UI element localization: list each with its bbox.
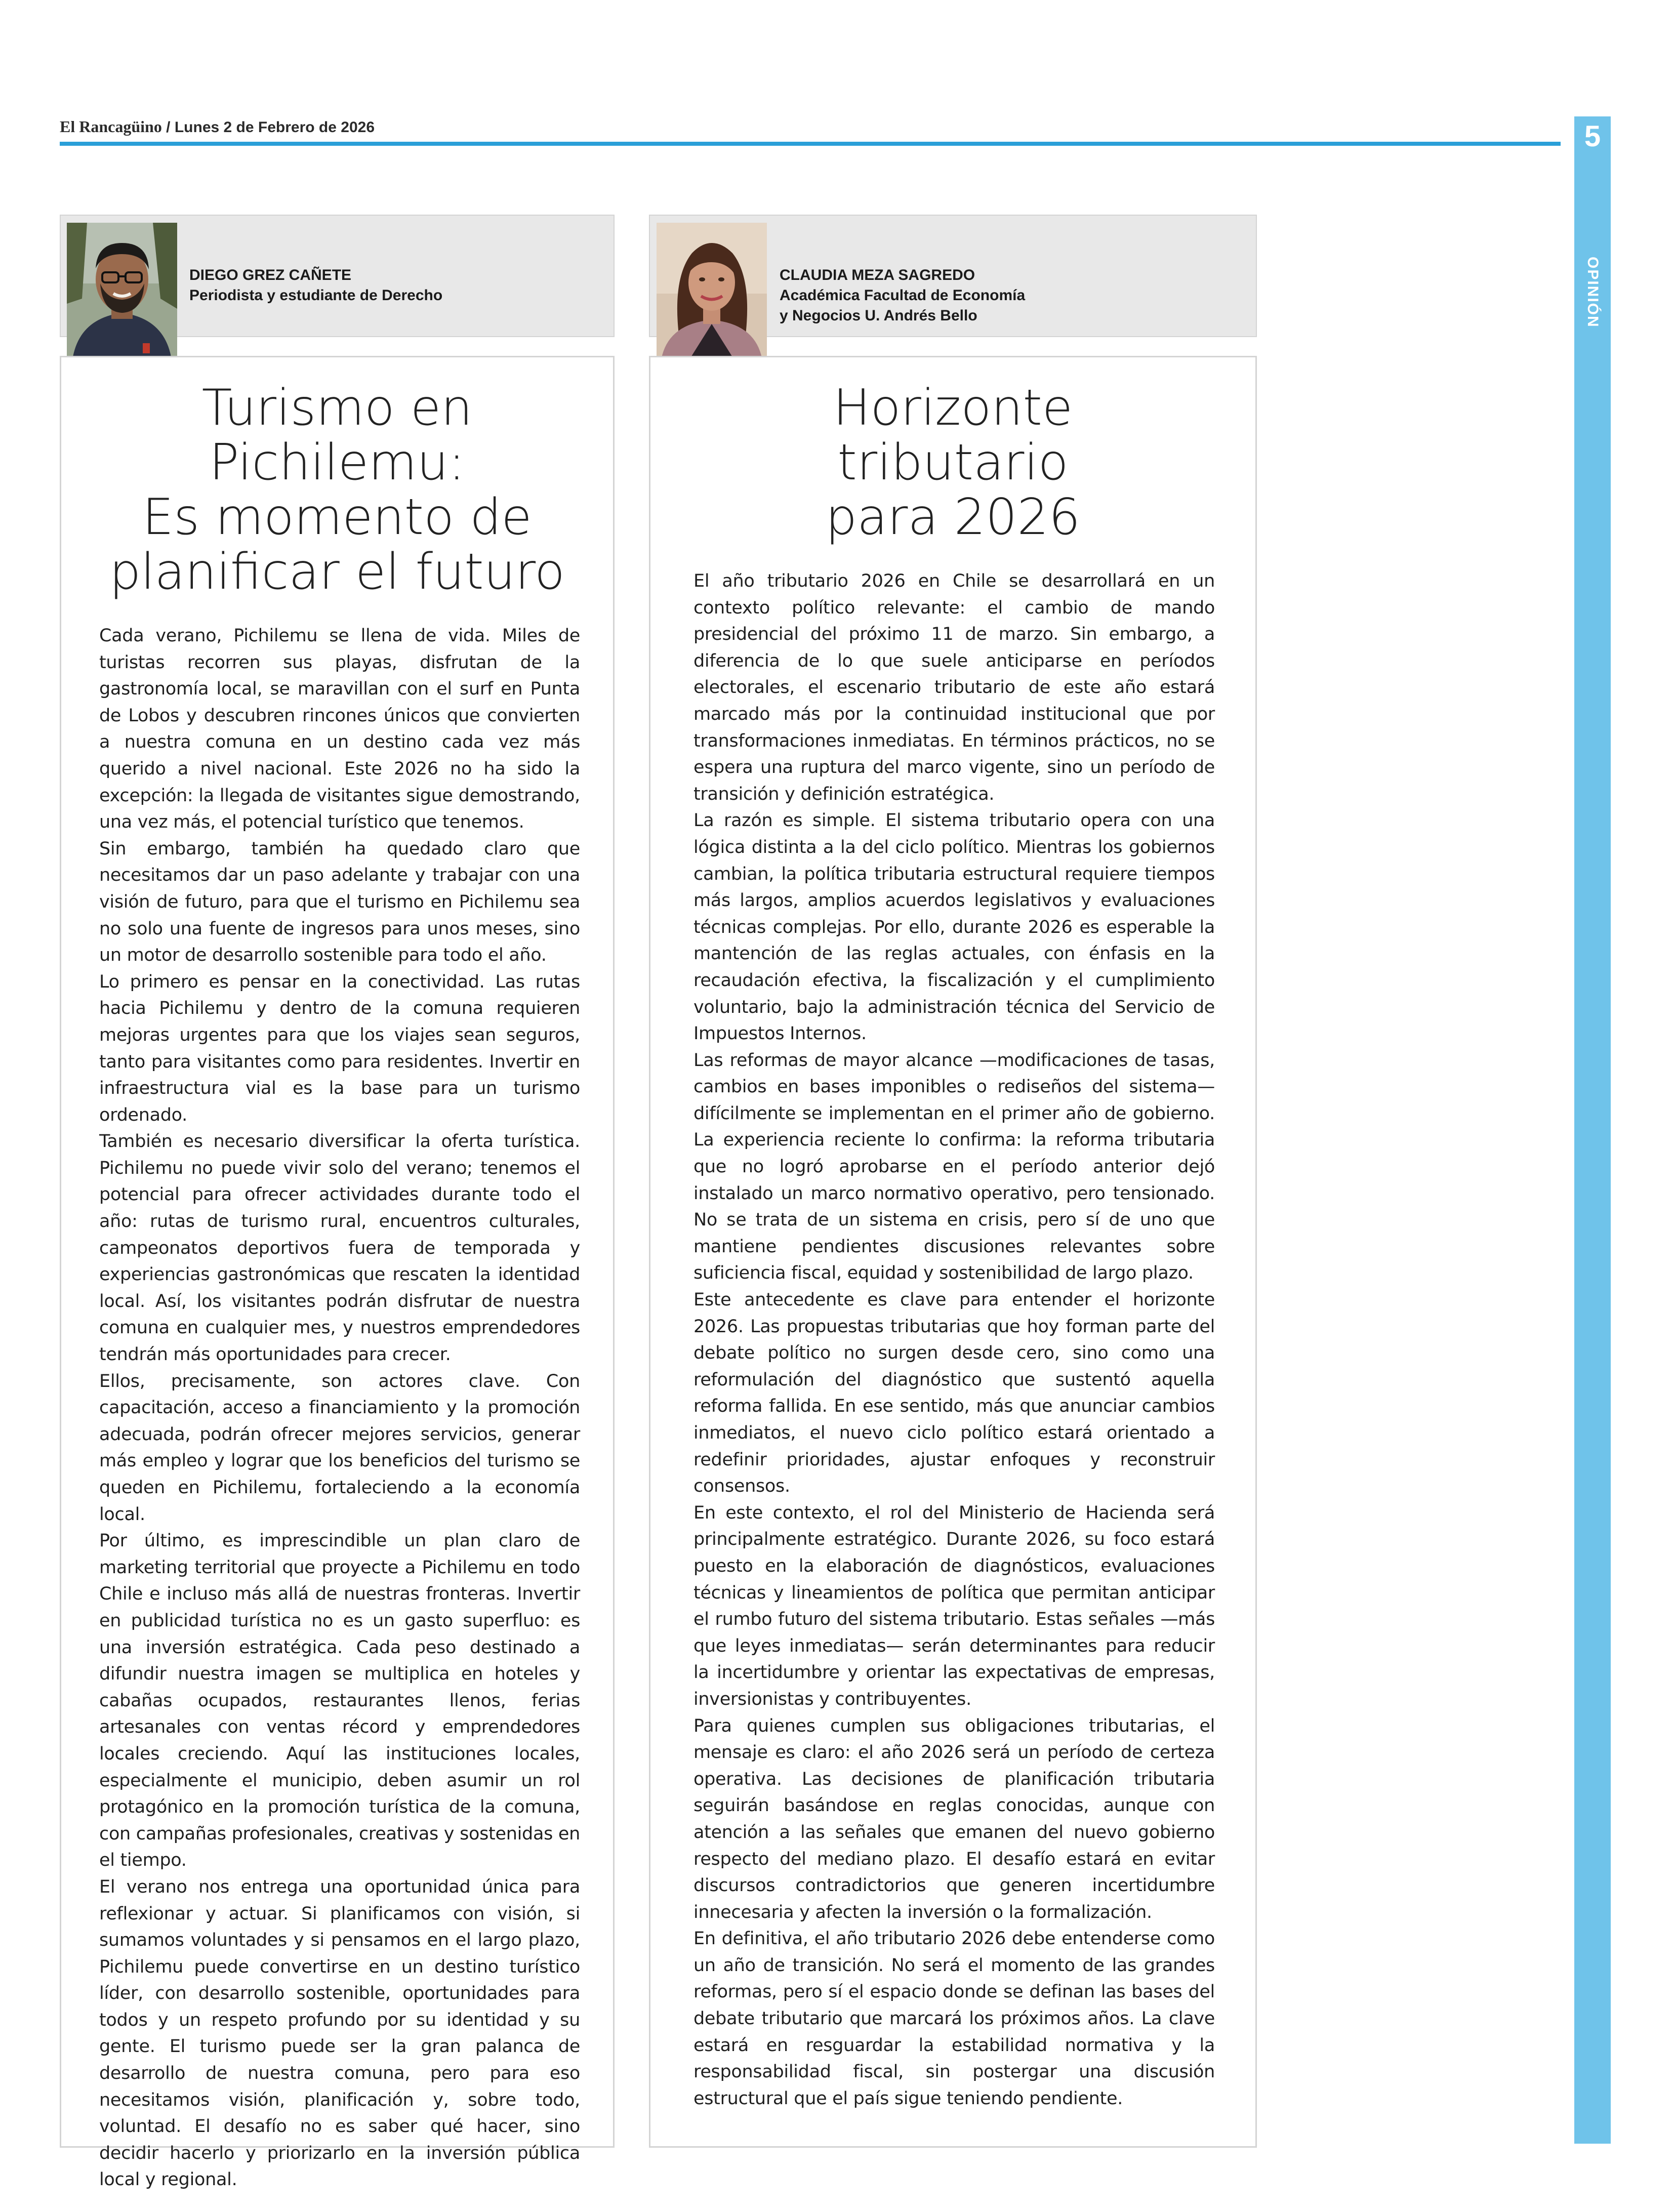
title-line: Es momento de — [142, 488, 532, 546]
title-line: Pichilemu: — [209, 434, 465, 491]
paragraph: Cada verano, Pichilemu se llena de vida. Miles de turistas recorren sus playas, disfrutan de la gastronomía local, se maravillan con el surf en Punta de Lobos y descubren rincones únicos que convierten a nuestra comuna en un destino cada vez más querido a nivel nacional. Este 2026 no ha sido la excepción: la llegada de visitantes sigue demostrando, una vez más, el potencial turístico que tenemos. — [99, 626, 580, 833]
article-title — [60, 381, 615, 599]
paragraph: Este antecedente es clave para entender el horizonte 2026. Las propuestas tributarias que hoy forman parte del debate político no surgen desde cero, sino como una reformulación del diagnóstico que sustentó aquella reforma fallida. En ese sentido, más que anunciar cambios inmediatos, el nuevo ciclo político estará orientado a redefinir prioridades, ajustar enfoques y reconstruir consensos. — [693, 1290, 1215, 1497]
paragraph: El verano nos entrega una oportunidad única para reflexionar y actuar. Si planificamos con visión, si sumamos voluntades y si pensamos en el largo plazo, Pichilemu puede convertirse en un destino turístico líder, con desarrollo sostenible, oportunidades para todos y un respeto profundo por su identidad y su gente. El turismo puede ser la gran palanca de desarrollo de nuestra comuna, pero para eso necesitamos visión, planificación y, sobre todo, voluntad. El desafío no es saber qué hacer, sino decidir hacerlo y priorizarlo en la inversión pública local y regional. — [99, 1876, 580, 2190]
paragraph: Lo primero es pensar en la conectividad. Las rutas hacia Pichilemu y dentro de la comuna requieren mejoras urgentes para que los viajes sean seguros, tanto para visitantes como para residentes. Invertir en infraestructura vial es la base para un turismo ordenado. — [99, 971, 580, 1125]
paragraph: En definitiva, el año tributario 2026 debe entenderse como un año de transición. No será el momento de las grandes reformas, pero sí el espacio donde se definan las bases del debate tributario que marcará los próximos años. La clave estará en resguardar la estabilidad normativa y la responsabilidad fiscal, sin postergar una discusión estructural que el país sigue teniendo pendiente. — [693, 1929, 1215, 2109]
page-header — [60, 117, 375, 136]
author-role: Periodista y estudiante de Derecho — [189, 287, 443, 304]
paragraph: El año tributario 2026 en Chile se desarrollará en un contexto político relevante: el cambio de mando presidencial del próximo 11 de marzo. Sin embargo, a diferencia de lo que suele anticiparse en períodos electorales, el escenario tributario de este año estará marcado más por la continuidad institucional que por transformaciones inmediatas. En términos prácticos, no se espera una ruptura del marco vigente, sino un período de transición y definición estratégica. — [693, 571, 1215, 804]
publication-date: Lunes 2 de Febrero de 2026 — [174, 119, 375, 136]
paragraph: También es necesario diversificar la oferta turística. Pichilemu no puede vivir solo del verano; tenemos el potencial para ofrecer actividades durante todo el año: rutas de turismo rural, encuentros culturales, campeonatos deportivos fuera de temporada y experiencias gastronómicas que rescaten la identidad local. Así, los visitantes podrán disfrutar de nuestra comuna en cualquier mes, y nuestros emprendedores tendrán más oportunidades para crecer. — [99, 1131, 580, 1365]
page-number: 5 — [1584, 120, 1601, 153]
article-body — [693, 568, 1215, 2112]
author-photo-woman-icon — [657, 223, 767, 363]
author-name: CLAUDIA MEZA SAGREDO — [780, 267, 975, 283]
author-name: DIEGO GREZ CAÑETE — [189, 267, 352, 283]
section-label — [1572, 257, 1613, 290]
publication-name: El Rancagüino — [60, 117, 162, 136]
author-role-line-1: Académica Facultad de Economía — [780, 287, 1026, 304]
section-sidebar — [1574, 116, 1611, 2144]
article-body — [99, 623, 580, 2193]
title-line: planificar el futuro — [109, 543, 565, 601]
paragraph: Por último, es imprescindible un plan claro de marketing territorial que proyecte a Pichilemu en todo Chile e incluso más allá de nuestras fronteras. Invertir en publicidad turística no es un gasto superfluo: es una inversión estratégica. Cada peso destinado a difundir nuestra imagen se multiplica en hoteles y cabañas ocupados, restaurantes llenos, ferias artesanales con ventas récord y emprendedores locales creciendo. Aquí las instituciones locales, especialmente el municipio, deben asumir un rol protagónico en la promoción turística de la comuna, con campañas profesionales, creativas y sostenidas en el tiempo. — [99, 1531, 580, 1871]
paragraph: Sin embargo, también ha quedado claro que necesitamos dar un paso adelante y trabajar con una visión de futuro, para que el turismo en Pichilemu sea no solo una fuente de ingresos para unos meses, sino un motor de desarrollo sostenible para todo el año. — [99, 838, 580, 966]
paragraph: Ellos, precisamente, son actores clave. Con capacitación, acceso a financiamiento y la promoción adecuada, podrán ofrecer mejores servicios, generar más empleo y lograr que los beneficios del turismo se queden en Pichilemu, fortaleciendo a la economía local. — [99, 1371, 580, 1525]
title-line: Horizonte — [833, 379, 1073, 437]
paragraph: Para quienes cumplen sus obligaciones tributarias, el mensaje es claro: el año 2026 será un período de certeza operativa. Las decisiones de planificación tributaria seguirán basándose en reglas conocidas, aunque con atención a las señales que emanen del nuevo gobierno respecto del mediano plazo. El desafío estará en evitar discursos contradictorios que generen incertidumbre innecesaria y afecten la inversión o la formalización. — [693, 1715, 1215, 1922]
paragraph: Las reformas de mayor alcance —modificaciones de tasas, cambios en bases imponibles o rediseños del sistema— difícilmente se implementan en el primer año de gobierno. La experiencia reciente lo confirma: la reforma tributaria que no logró aprobarse en el período anterior dejó instalado un marco normativo operativo, pero tensionado. No se trata de un sistema en crisis, pero sí de uno que mantiene pendientes discusiones relevantes sobre suficiencia fiscal, equidad y sostenibilidad de largo plazo. — [693, 1050, 1215, 1284]
header-rule — [60, 142, 1561, 146]
header-separator: / — [166, 119, 171, 136]
title-line: Turismo en — [201, 379, 473, 437]
title-line: para 2026 — [825, 488, 1081, 546]
title-line: tributario — [837, 434, 1069, 491]
paragraph: La razón es simple. El sistema tributario opera con una lógica distinta a la del ciclo político. Mientras los gobiernos cambian, la política tributaria estructural requiere tiempos más largos, amplios acuerdos legislativos y evaluaciones técnicas complejas. Por ello, durante 2026 es esperable la mantención de las reglas actuales, con énfasis en la recaudación efectiva, la fiscalización y el cumplimiento voluntario, bajo la administración técnica del Servicio de Impuestos Internos. — [693, 810, 1215, 1044]
author-photo-man-icon — [67, 223, 177, 363]
paragraph: En este contexto, el rol del Ministerio de Hacienda será principalmente estratégico. Durante 2026, su foco estará puesto en la elaboración de diagnósticos, evaluaciones técnicas y lineamientos de política que permitan anticipar el rumbo futuro del sistema tributario. Estas señales —más que leyes inmediatas— serán determinantes para reducir la incertidumbre y orientar las expectativas de empresas, inversionistas y contribuyentes. — [693, 1502, 1215, 1709]
article-title — [649, 381, 1257, 545]
author-role-line-2: y Negocios U. Andrés Bello — [780, 307, 977, 324]
